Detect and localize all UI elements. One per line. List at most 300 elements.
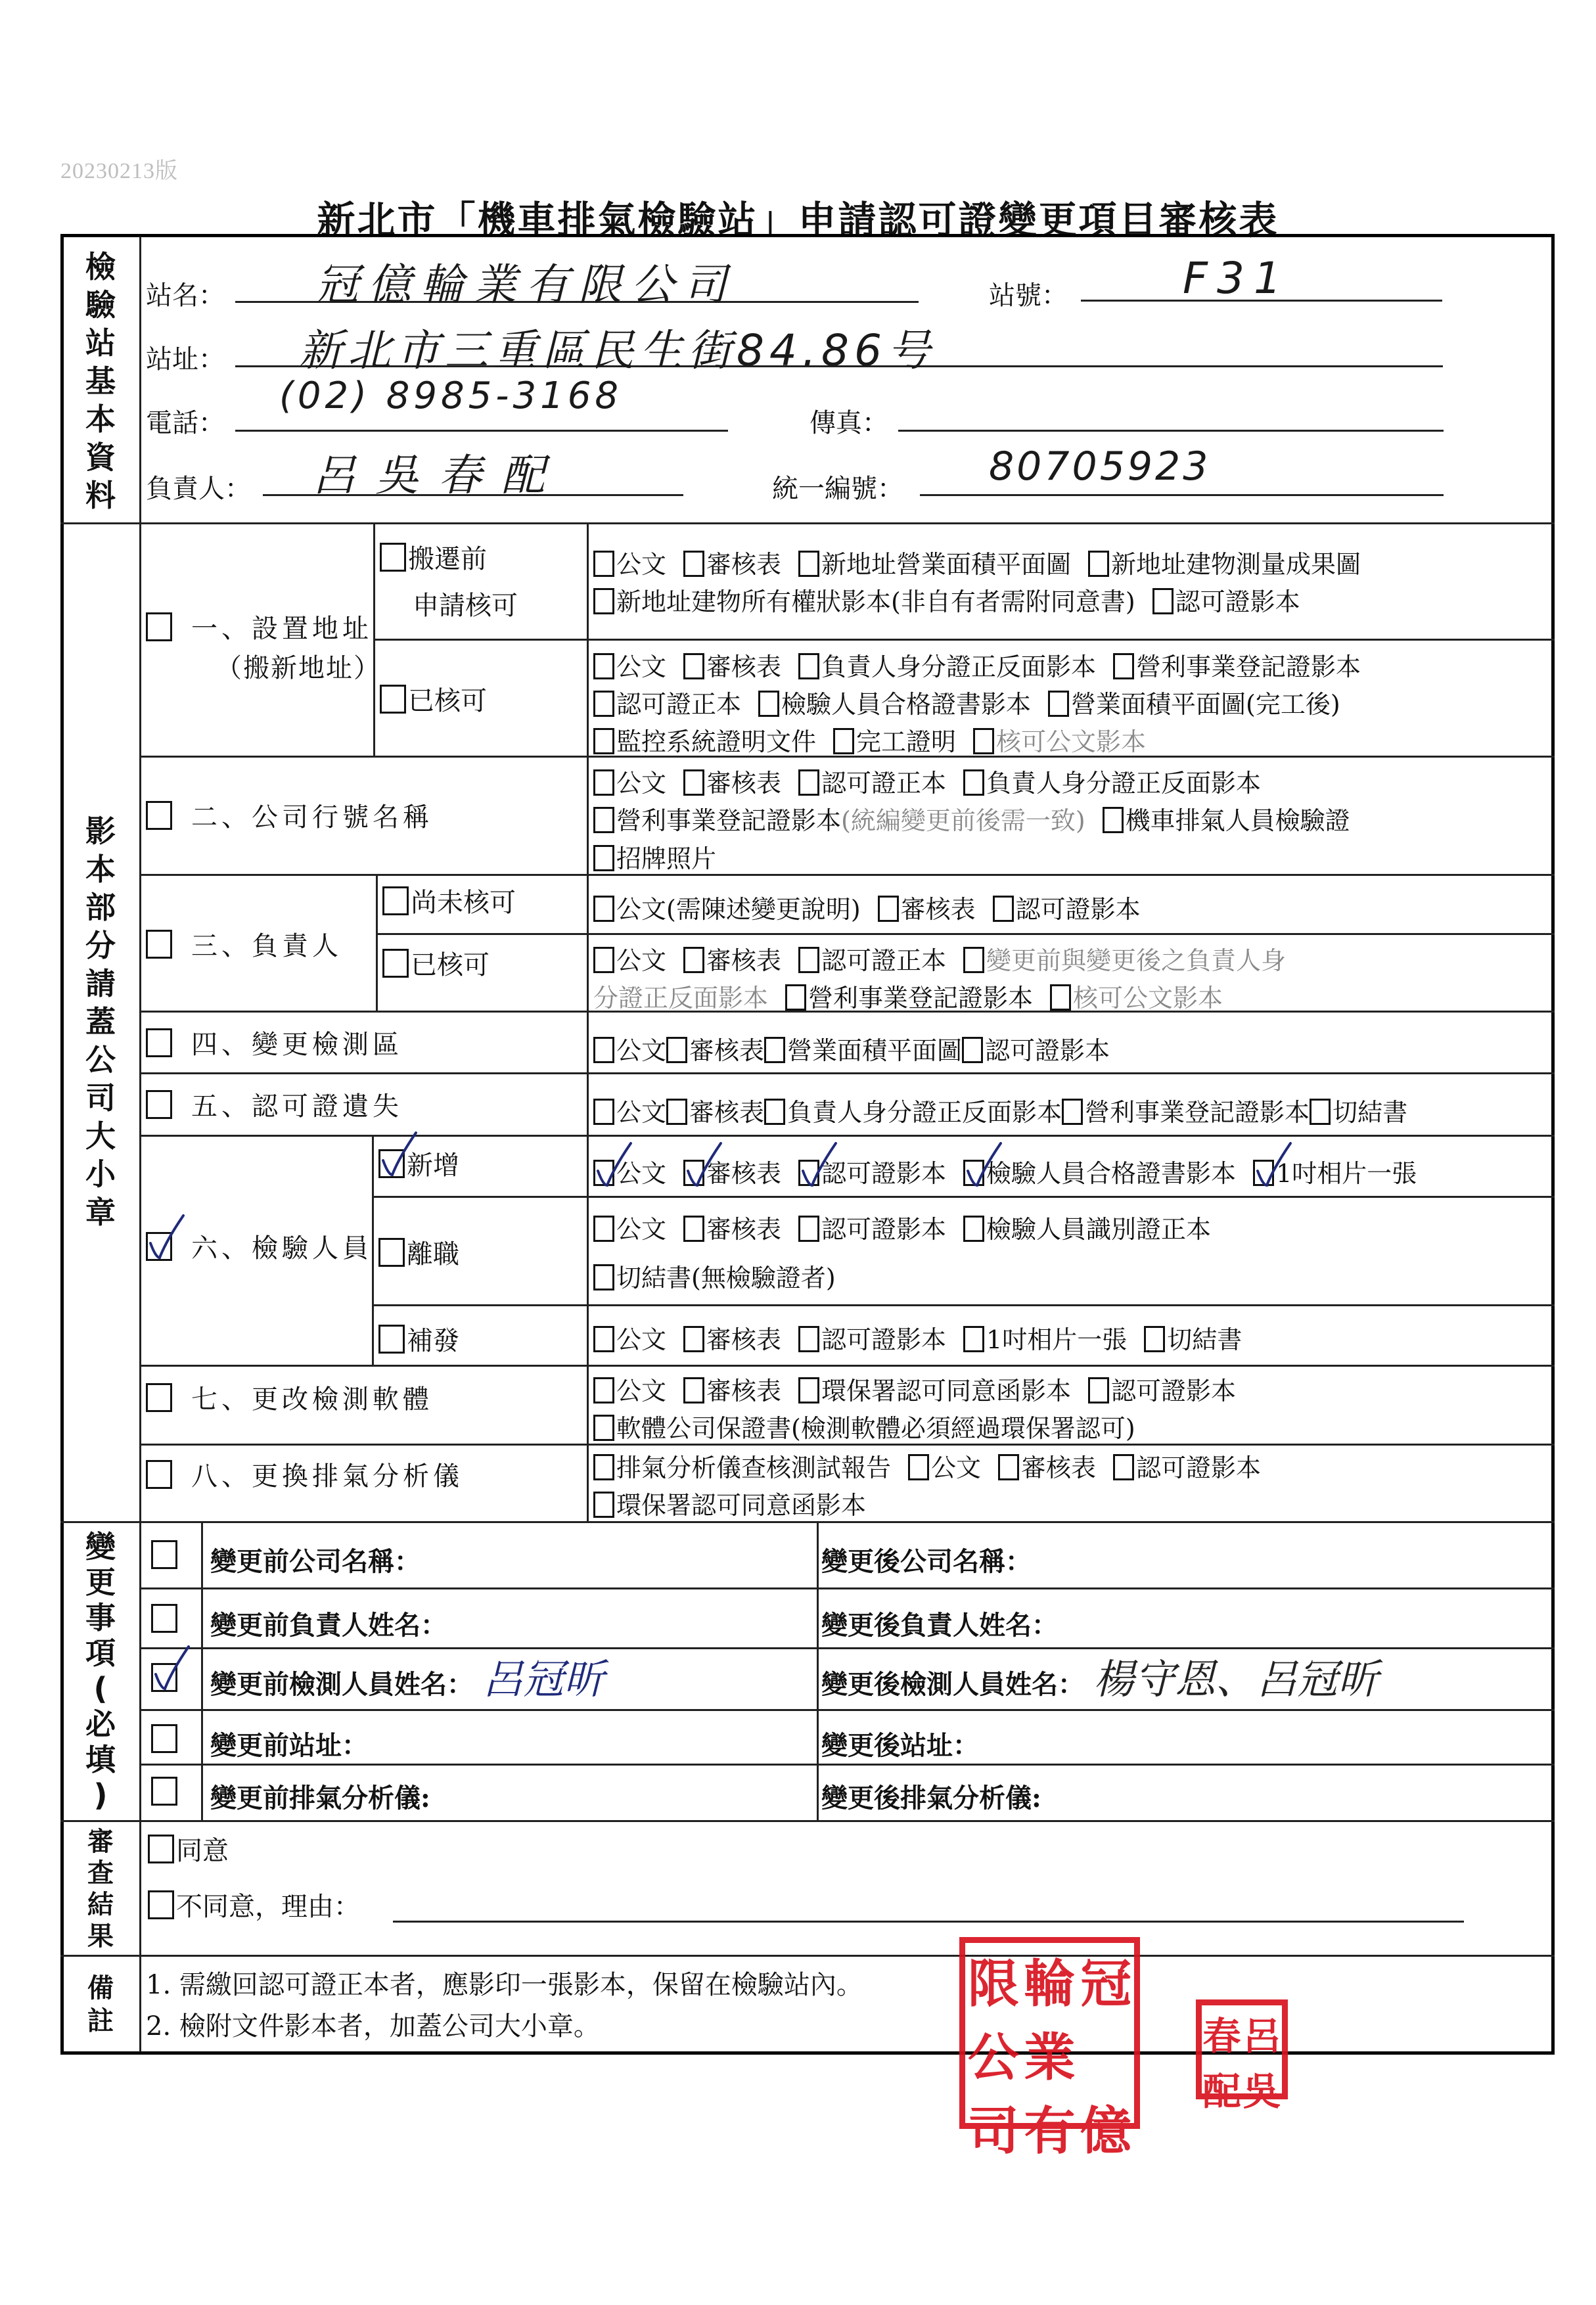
checklist-item[interactable] xyxy=(764,1093,1062,1131)
checklist-item[interactable] xyxy=(998,1449,1096,1487)
section-label-char: 驗 xyxy=(85,287,116,323)
checkbox[interactable] xyxy=(146,801,172,830)
agree-checkbox[interactable] xyxy=(148,1835,174,1863)
checkbox-checked[interactable] xyxy=(146,1232,172,1261)
checkbox[interactable] xyxy=(146,930,172,959)
change-row-after xyxy=(821,1601,1067,1645)
checklist-item[interactable] xyxy=(683,764,781,802)
checkbox[interactable] xyxy=(593,1099,614,1125)
section-label-char: 資 xyxy=(85,440,116,475)
change-row-checkbox-wrap[interactable] xyxy=(151,1601,179,1639)
change-row-after xyxy=(821,1538,1041,1581)
checkbox-checked[interactable] xyxy=(593,1160,614,1186)
checkbox[interactable] xyxy=(151,1724,177,1753)
checklist-item[interactable] xyxy=(798,1321,946,1359)
checklist-item[interactable] xyxy=(993,890,1141,928)
section-label-char: 更 xyxy=(85,1564,116,1600)
checkbox[interactable] xyxy=(151,1540,177,1569)
checklist-item[interactable] xyxy=(1088,1372,1236,1410)
checkbox[interactable] xyxy=(593,1037,614,1063)
section-label-char: 大 xyxy=(85,1118,116,1154)
checklist-item[interactable] xyxy=(764,1032,962,1070)
checklist-item-label: 認可證影本 xyxy=(1111,1377,1237,1405)
divider xyxy=(376,933,1555,935)
checklist-item-label: 檢驗人員合格證書影本 xyxy=(781,690,1032,719)
section-label-char: 果 xyxy=(87,1921,114,1951)
checkbox[interactable] xyxy=(683,769,704,796)
checklist-item[interactable] xyxy=(683,1321,781,1359)
checkbox[interactable] xyxy=(146,1090,172,1119)
checklist-item[interactable] xyxy=(683,1210,781,1248)
sub-option-label: 已核可 xyxy=(411,950,490,980)
checkbox[interactable] xyxy=(764,1037,785,1063)
checklist-line xyxy=(593,979,1240,1017)
checkbox[interactable] xyxy=(666,1037,687,1063)
checkbox[interactable] xyxy=(593,588,614,614)
sub-option-label: 新增 xyxy=(407,1151,459,1181)
checklist-item[interactable] xyxy=(593,723,816,761)
checkbox[interactable] xyxy=(1062,1099,1083,1125)
before-value-field[interactable]: 呂冠昕 xyxy=(482,1655,605,1703)
checkbox[interactable] xyxy=(963,1326,984,1352)
checklist-item[interactable] xyxy=(1152,583,1300,621)
change-row-before xyxy=(210,1774,440,1817)
checklist-line xyxy=(593,1210,1228,1248)
checklist-item[interactable] xyxy=(798,1154,946,1193)
section-3-option[interactable] xyxy=(146,925,342,963)
section-8-label: 八、更換排氣分析儀 xyxy=(191,1461,463,1492)
checkbox[interactable] xyxy=(593,896,614,922)
checklist-item-label: 公文 xyxy=(616,550,667,579)
checklist-line xyxy=(593,1032,1110,1070)
section-7-label: 七、更改檢測軟體 xyxy=(191,1384,433,1415)
station-name-field[interactable]: 冠億輪業有限公司 xyxy=(315,260,736,310)
checkbox[interactable] xyxy=(1048,691,1069,717)
checkbox-checked[interactable] xyxy=(798,1160,819,1186)
checkbox-checked[interactable] xyxy=(683,1160,704,1186)
checklist-item[interactable] xyxy=(1088,545,1361,583)
checklist-item-label: 公文 xyxy=(616,1377,667,1405)
checklist-line xyxy=(593,723,1163,761)
checkbox[interactable] xyxy=(1152,588,1174,614)
checkbox[interactable] xyxy=(593,807,614,833)
checklist-line xyxy=(593,840,733,878)
checkbox[interactable] xyxy=(593,691,614,717)
section-label-char: 查 xyxy=(87,1858,114,1888)
checkbox[interactable] xyxy=(380,543,406,572)
checkbox[interactable] xyxy=(683,551,704,577)
sub-option-label-line2: 申請核可 xyxy=(413,591,518,621)
checklist-item-label: 認可證影本 xyxy=(821,1215,947,1244)
check-mark-icon xyxy=(1254,1142,1293,1188)
checklist-item[interactable] xyxy=(833,723,956,761)
divider xyxy=(139,1135,1555,1137)
checklist-item-label: 公文 xyxy=(931,1453,982,1482)
checklist-item-label: 環保署認可同意函影本 xyxy=(616,1491,867,1520)
checklist-item[interactable] xyxy=(593,1321,666,1359)
checkbox[interactable] xyxy=(151,1604,177,1633)
checkbox[interactable] xyxy=(973,728,994,754)
section-6-option[interactable] xyxy=(146,1227,373,1265)
checklist-item[interactable] xyxy=(683,1154,781,1193)
checkbox[interactable] xyxy=(963,1216,984,1242)
seal-character: 冠 xyxy=(1080,1954,1132,2014)
checkbox[interactable] xyxy=(798,551,819,577)
checkbox[interactable] xyxy=(683,1377,704,1404)
checkbox[interactable] xyxy=(683,947,704,973)
checklist-item-label: 營利事業登記證影本 xyxy=(808,984,1034,1013)
checklist-item[interactable] xyxy=(593,685,741,723)
checkbox[interactable] xyxy=(785,984,806,1011)
check-mark-icon xyxy=(799,1142,838,1188)
change-row-after xyxy=(821,1655,1379,1704)
sub-option-5-1[interactable] xyxy=(378,1235,459,1273)
checklist-item[interactable] xyxy=(798,1372,1071,1410)
checkbox[interactable] xyxy=(1050,984,1071,1011)
check-mark-icon xyxy=(964,1142,1003,1188)
checklist-item[interactable] xyxy=(593,1372,666,1410)
divider xyxy=(60,1955,1555,1957)
checkbox[interactable] xyxy=(963,947,984,973)
checklist-line xyxy=(593,1449,1278,1487)
section-4-option[interactable] xyxy=(146,1024,403,1061)
checklist-item-label: 變更前與變更後之負責人身 xyxy=(986,946,1287,975)
checklist-item-label: 審核表 xyxy=(1021,1453,1097,1482)
change-row-before xyxy=(210,1655,605,1704)
sub-option-0-1[interactable] xyxy=(380,682,487,720)
checkbox[interactable] xyxy=(798,653,819,679)
change-row-before xyxy=(210,1538,430,1581)
owner-field[interactable]: 呂吳春配 xyxy=(312,450,564,501)
review-disagree[interactable] xyxy=(148,1888,360,1926)
checklist-item[interactable] xyxy=(758,685,1031,723)
checklist-item-label: 新地址營業面積平面圖 xyxy=(821,550,1072,579)
seal-character: 春 xyxy=(1202,2014,1241,2059)
checklist-item-label: 核可公文影本 xyxy=(996,727,1147,756)
checkbox[interactable] xyxy=(593,1326,614,1352)
checklist-item[interactable] xyxy=(1144,1321,1242,1359)
checkbox[interactable] xyxy=(1310,1099,1331,1125)
checklist-item-label: 公文 xyxy=(616,1036,667,1065)
station-no-field[interactable]: F31 xyxy=(1183,253,1290,304)
tax-id-field[interactable]: 80705923 xyxy=(989,444,1211,490)
section-label-char: 必 xyxy=(85,1706,116,1742)
checklist-line xyxy=(593,942,1303,980)
checklist-item-label: 審核表 xyxy=(689,1036,765,1065)
checklist-item-label: 切結書 xyxy=(1167,1325,1243,1354)
checkbox[interactable] xyxy=(378,1238,405,1267)
checklist-item[interactable] xyxy=(593,1210,666,1248)
checklist-item[interactable] xyxy=(785,979,1033,1017)
sub-option-5-0[interactable] xyxy=(378,1147,459,1185)
checklist-item-label: 1吋相片一張 xyxy=(1276,1159,1417,1188)
change-row-after xyxy=(821,1722,988,1765)
checklist-item-label: 審核表 xyxy=(706,1159,782,1188)
checklist-item[interactable] xyxy=(666,1093,764,1131)
checklist-item[interactable] xyxy=(593,545,666,583)
after-value-field[interactable]: 楊守恩、呂冠昕 xyxy=(1093,1655,1379,1703)
checklist-item[interactable] xyxy=(973,723,1146,761)
checklist-item[interactable] xyxy=(1048,685,1340,723)
section-1-option[interactable] xyxy=(146,608,373,645)
check-mark-icon xyxy=(152,1645,191,1691)
checklist-item-label: 負責人身分證正反面影本 xyxy=(986,769,1262,798)
checkbox[interactable] xyxy=(878,896,899,922)
checklist-item-label: 排氣分析儀查核測試報告 xyxy=(616,1453,892,1482)
checklist-item[interactable] xyxy=(593,764,666,802)
section-label-char: 司 xyxy=(85,1080,116,1116)
checklist-item[interactable] xyxy=(683,1372,781,1410)
sub-option-2-1[interactable] xyxy=(382,946,490,984)
checkbox[interactable] xyxy=(146,1460,172,1489)
section-2-option[interactable] xyxy=(146,796,433,834)
checkbox[interactable] xyxy=(993,896,1014,922)
checkbox-checked[interactable] xyxy=(378,1149,405,1178)
check-mark-icon xyxy=(379,1131,419,1177)
checkbox[interactable] xyxy=(1144,1326,1165,1352)
disagree-checkbox[interactable] xyxy=(148,1890,174,1919)
checkbox[interactable] xyxy=(146,1383,172,1412)
checklist-item[interactable] xyxy=(1050,979,1223,1017)
checkbox[interactable] xyxy=(798,1216,819,1242)
checkbox[interactable] xyxy=(146,1028,172,1057)
sub-option-label: 補發 xyxy=(407,1326,459,1356)
checkbox[interactable] xyxy=(1113,1454,1134,1480)
section-7-option[interactable] xyxy=(146,1379,433,1416)
divider xyxy=(372,1304,1555,1306)
checkbox[interactable] xyxy=(382,949,409,978)
sub-option-2-0[interactable] xyxy=(382,884,516,922)
sub-option-0-0[interactable] xyxy=(380,540,487,578)
seal-character xyxy=(1078,2017,1134,2090)
checklist-item-label: 公文 xyxy=(616,769,667,798)
checkbox[interactable] xyxy=(798,1326,819,1352)
checkbox[interactable] xyxy=(1088,551,1109,577)
checkbox[interactable] xyxy=(146,612,172,641)
checkbox[interactable] xyxy=(151,1777,177,1806)
seal-character: 吳 xyxy=(1243,2069,1281,2114)
divider xyxy=(139,1647,1555,1649)
before-label: 變更前公司名稱： xyxy=(210,1546,421,1577)
checkbox[interactable] xyxy=(683,1216,704,1242)
checkbox[interactable] xyxy=(378,1325,405,1354)
checklist-item[interactable] xyxy=(593,648,666,686)
checkbox[interactable] xyxy=(683,653,704,679)
change-row-before xyxy=(210,1601,456,1645)
checklist-item[interactable] xyxy=(593,1093,666,1131)
after-label: 變更後檢測人員姓名： xyxy=(821,1669,1084,1700)
note-1: 1. 需繳回認可證正本者，應影印一張影本，保留在檢驗站內。 xyxy=(146,1970,863,2000)
column-divider xyxy=(817,1521,819,1820)
checklist-item-label: 1吋相片一張 xyxy=(986,1325,1128,1354)
checklist-item[interactable] xyxy=(666,1032,764,1070)
checklist-item[interactable] xyxy=(1113,648,1361,686)
checklist-line xyxy=(593,583,1317,621)
checkbox[interactable] xyxy=(593,1377,614,1404)
checklist-item-label: 審核表 xyxy=(706,652,782,681)
checkbox[interactable] xyxy=(758,691,779,717)
column-divider xyxy=(376,874,378,1011)
before-label: 變更前檢測人員姓名： xyxy=(210,1669,473,1700)
station-name-label: 站名： xyxy=(146,281,225,311)
change-row-checkbox-wrap[interactable] xyxy=(151,1774,179,1812)
before-label: 變更前站址： xyxy=(210,1730,368,1761)
checklist-item[interactable] xyxy=(593,942,666,980)
checklist-item[interactable] xyxy=(963,942,1286,980)
checkbox[interactable] xyxy=(798,769,819,796)
section-label-char: 基 xyxy=(85,363,116,399)
checkbox[interactable] xyxy=(798,947,819,973)
section-5-option[interactable] xyxy=(146,1085,403,1123)
checklist-item[interactable] xyxy=(962,1032,1110,1070)
checklist-line xyxy=(593,1259,853,1297)
checkbox[interactable] xyxy=(593,769,614,796)
divider xyxy=(139,1587,1555,1589)
checklist-item[interactable] xyxy=(593,1154,666,1193)
seal-character: 億 xyxy=(1080,2101,1132,2161)
change-row-checkbox-wrap[interactable] xyxy=(151,1660,179,1699)
checklist-item[interactable] xyxy=(593,1259,836,1297)
checklist-item[interactable] xyxy=(593,583,1135,621)
address-field[interactable]: 新北市三重區民生街84.86号 xyxy=(299,325,936,376)
section-label-char: 本 xyxy=(85,401,116,437)
change-row-checkbox-wrap[interactable] xyxy=(151,1722,179,1760)
checklist-item[interactable] xyxy=(963,764,1261,802)
version-mark: 20230213版 xyxy=(60,159,178,183)
checkbox[interactable] xyxy=(998,1454,1019,1480)
section-label-notes xyxy=(62,1958,139,2051)
checklist-item[interactable] xyxy=(683,648,781,686)
section-label-char: 備 xyxy=(87,1973,114,2003)
checklist-item[interactable] xyxy=(908,1449,981,1487)
section-label-char: 公 xyxy=(85,1042,116,1078)
checkbox[interactable] xyxy=(908,1454,929,1480)
section-label-char: 部 xyxy=(85,890,116,925)
checklist-item[interactable] xyxy=(963,1210,1211,1248)
checklist-item[interactable] xyxy=(593,1449,891,1487)
checkbox[interactable] xyxy=(1088,1377,1109,1404)
checkbox-checked[interactable] xyxy=(963,1160,984,1186)
checkbox[interactable] xyxy=(593,1492,614,1518)
checklist-line xyxy=(593,1154,1434,1193)
checkbox[interactable] xyxy=(593,551,614,577)
checklist-item[interactable] xyxy=(593,802,1085,840)
checklist-item[interactable] xyxy=(683,942,781,980)
checklist-item[interactable] xyxy=(878,890,976,928)
checklist-item[interactable] xyxy=(963,1321,1127,1359)
checklist-line xyxy=(593,1321,1259,1359)
checkbox[interactable] xyxy=(833,728,854,754)
checklist-item-label: 認可證正本 xyxy=(821,769,947,798)
agree-label: 同意 xyxy=(176,1836,229,1866)
section-5-label: 五、認可證遺失 xyxy=(191,1091,403,1122)
checklist-item-label: 審核表 xyxy=(689,1098,765,1127)
checklist-item[interactable] xyxy=(1062,1093,1310,1131)
checklist-item[interactable] xyxy=(1103,802,1350,840)
checklist-item[interactable] xyxy=(593,1409,1135,1448)
section-label-char: 填 xyxy=(85,1741,116,1777)
checkbox[interactable] xyxy=(380,685,406,714)
review-agree[interactable] xyxy=(148,1832,229,1870)
checkbox[interactable] xyxy=(593,653,614,679)
section-label-copies xyxy=(62,526,139,1518)
seal-character: 呂 xyxy=(1243,2014,1281,2059)
checklist-item[interactable] xyxy=(798,1210,946,1248)
section-label-char: 蓋 xyxy=(85,1004,116,1039)
checkbox[interactable] xyxy=(593,1264,614,1290)
checkbox[interactable] xyxy=(593,1216,614,1242)
checklist-item[interactable] xyxy=(593,840,716,878)
section-label-change-items xyxy=(62,1524,139,1817)
checklist-item[interactable] xyxy=(593,1486,866,1524)
checklist-item-label: 公文 xyxy=(616,1215,667,1244)
checkbox[interactable] xyxy=(593,947,614,973)
section-label-char: 影 xyxy=(85,813,116,849)
checkbox[interactable] xyxy=(593,845,614,871)
checkbox[interactable] xyxy=(1103,807,1124,833)
checkbox[interactable] xyxy=(1113,653,1134,679)
checkbox[interactable] xyxy=(593,1454,614,1480)
checklist-line xyxy=(593,890,1158,928)
checklist-item[interactable] xyxy=(963,1154,1236,1193)
checkbox[interactable] xyxy=(382,886,409,915)
checklist-item[interactable] xyxy=(683,545,781,583)
checklist-item[interactable] xyxy=(1310,1093,1407,1131)
checklist-item[interactable] xyxy=(798,648,1096,686)
checklist-item[interactable] xyxy=(798,545,1071,583)
checklist-item-label: 營業面積平面圖 xyxy=(787,1036,963,1065)
checkbox-checked[interactable] xyxy=(1253,1160,1274,1186)
divider xyxy=(139,1072,1555,1074)
section-label-basic-info xyxy=(62,243,139,519)
checklist-line xyxy=(593,648,1378,686)
checklist-item[interactable] xyxy=(1253,1154,1417,1193)
checkbox-checked[interactable] xyxy=(151,1663,177,1692)
change-row-checkbox-wrap[interactable] xyxy=(151,1538,179,1576)
phone-field[interactable]: (02) 8985-3168 xyxy=(279,375,622,417)
checklist-item-label: 營利事業登記證影本 xyxy=(616,806,842,835)
checklist-line xyxy=(593,764,1278,802)
checklist-item-label: 環保署認可同意函影本 xyxy=(821,1377,1072,1405)
divider xyxy=(139,1365,1555,1367)
divider xyxy=(372,1196,1555,1198)
checkbox[interactable] xyxy=(593,1415,614,1441)
checkbox[interactable] xyxy=(963,769,984,796)
checklist-item[interactable] xyxy=(593,1032,666,1070)
checkbox[interactable] xyxy=(683,1326,704,1352)
column-divider xyxy=(139,237,141,2052)
checklist-item[interactable] xyxy=(593,979,768,1017)
checklist-item-label: 新地址建物所有權狀影本(非自有者需附同意書) xyxy=(616,587,1135,616)
checkbox[interactable] xyxy=(962,1037,983,1063)
seal-character: 限 xyxy=(967,1954,1019,2014)
checklist-item-label: 完工證明 xyxy=(856,727,957,756)
sub-option-5-2[interactable] xyxy=(378,1322,459,1360)
checkbox[interactable] xyxy=(764,1099,785,1125)
checklist-item[interactable] xyxy=(593,890,861,928)
station-no-label: 站號： xyxy=(989,281,1068,311)
checklist-item[interactable] xyxy=(1113,1449,1261,1487)
section-8-option[interactable] xyxy=(146,1455,463,1493)
checkbox[interactable] xyxy=(593,728,614,754)
column-divider xyxy=(373,522,375,756)
checklist-item[interactable] xyxy=(798,764,946,802)
reason-field-line xyxy=(393,1921,1464,1923)
checklist-item[interactable] xyxy=(798,942,946,980)
checkbox[interactable] xyxy=(798,1377,819,1404)
checklist-item-label: 認可證影本 xyxy=(821,1159,947,1188)
checkbox[interactable] xyxy=(666,1099,687,1125)
